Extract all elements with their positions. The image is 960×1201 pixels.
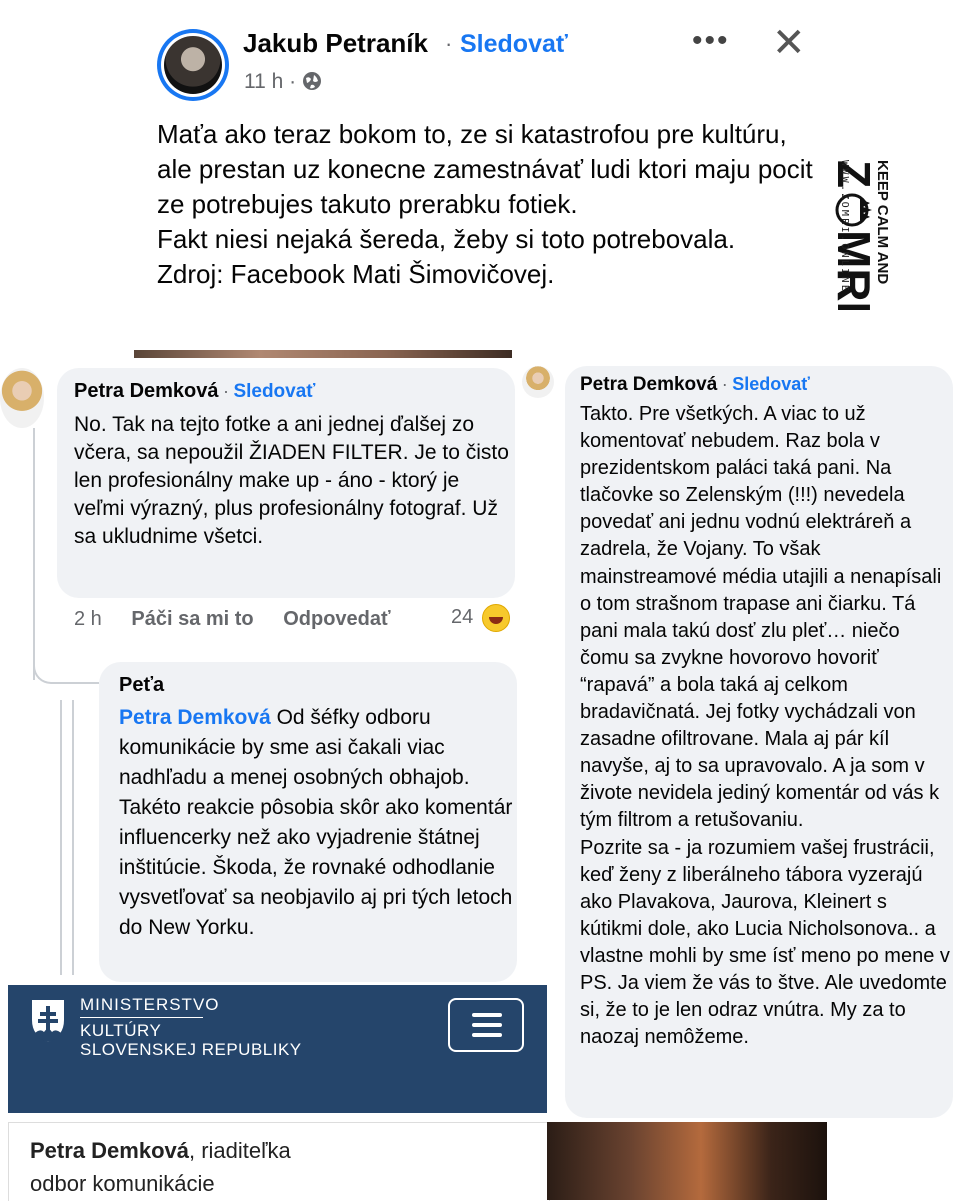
like-button[interactable]: Páči sa mi to: [131, 608, 254, 630]
thread-line: [72, 700, 74, 975]
reply-button[interactable]: Odpovedať: [283, 608, 391, 630]
commenter-avatar[interactable]: [0, 368, 44, 428]
comment-header: [74, 380, 315, 403]
ministry-subtitle: SLOVENSKEJ REPUBLIKY: [80, 1040, 302, 1059]
meta-separator: ·: [289, 70, 297, 93]
separator-dot: ·: [721, 374, 728, 394]
follow-button[interactable]: Sledovať: [732, 374, 810, 394]
thread-line: [33, 428, 35, 680]
post-body: [157, 117, 817, 292]
globe-icon: [302, 71, 322, 91]
post-line: Fakt niesi nejaká šereda, žeby si toto potrebovala.: [157, 224, 736, 254]
comment-paragraph: Pozrite sa - ja rozumiem vašej frustrácii, keď ženy z liberálneho tábora vyzerajú ako Plavakova, Jaurova, Kleinert s kútikmi dole, ako Lucia Nicholsonova.. a vlastne mohli by sme ísť meno po mene v PS. Ja viem že vás to štve. Ale uvedomte si, že to je len odraz vnútra. My za to naozaj nemôžeme.: [580, 836, 950, 1049]
hamburger-menu-icon[interactable]: [448, 998, 524, 1052]
profile-photo: [547, 1122, 827, 1200]
separator-dot: ·: [222, 381, 229, 401]
post-time[interactable]: 11 h: [244, 70, 284, 93]
reply-author[interactable]: Peťa: [119, 674, 165, 696]
post-line: Maťa ako teraz bokom to, ze si katastrofou pre kultúru, ale prestan uz konecne zamestnávať ludi ktori maju pocit ze potrebujes takuto prerabku fotiek.: [157, 119, 813, 219]
comment-actions: [74, 608, 415, 631]
ministry-title: MINISTERSTVO: [80, 995, 220, 1014]
close-icon[interactable]: ✕: [772, 21, 806, 65]
watermark: [836, 160, 916, 310]
follow-button[interactable]: Sledovať: [233, 381, 316, 402]
coat-of-arms-icon: [30, 998, 66, 1044]
comment-time[interactable]: 2 h: [74, 608, 102, 630]
svg-text:KEEP CALM AND: KEEP CALM AND: [874, 160, 891, 285]
comment-author[interactable]: Petra Demková: [74, 380, 219, 402]
more-icon[interactable]: •••: [692, 24, 730, 57]
reply-body: Od šéfky odboru komunikácie by sme asi čakali viac nadhľadu a menej osobných obhajob. Takéto reakcie pôsobia skôr ako komentár influencerky než ako vyjadrenie štátnej inštitúcie. Škoda, že rovnaké odhodlanie vysvetľovať sa neobjavilo aj pri tých letoch do New Yorku.: [119, 706, 513, 939]
comment-paragraph: Takto. Pre všetkých. A viac to už komentovať nebudem. Raz bola v prezidentskom paláci taká pani. Na tlačovke so Zelenským (!!!) nevedela povedať ani jednu vodnú elektráreň a zadrela, že Vojany. To však mainstreamové média utajili a nenapísali o tom strašnom trapase ani čiarku. Tá pani mala takú dosť zlu pleť… niečo čomu sa zvykne hovorovo hovoriť “rapavá” a bola taká aj celkom bradavičnatá. Jej fotky vychádzali von zasadne ofiltrovane. Mala aj pár kíl navyše, aj to sa upravovalo. A ja som v živote nevidela jediný komentár od vás k tým filtrom a retušovaniu.: [580, 403, 942, 832]
thread-line: [60, 700, 62, 975]
separator-dot: ·: [445, 31, 453, 56]
post-photo-edge: [134, 350, 512, 358]
post-line: Zdroj: Facebook Mati Šimovičovej.: [157, 259, 555, 289]
reply-text: [119, 703, 514, 943]
ministry-subtitle: KULTÚRY: [80, 1021, 162, 1040]
ministry-divider: [80, 1017, 203, 1018]
post-author-name[interactable]: Jakub Petraník: [243, 28, 428, 58]
thread-connector: [33, 660, 99, 684]
svg-text:MRI: MRI: [834, 230, 880, 310]
watermark-url: WWW.ZOMRI.ONLINE: [839, 160, 850, 294]
post-meta: [244, 70, 322, 94]
mention-link[interactable]: Petra Demková: [119, 706, 271, 729]
profile-role: , riaditeľka: [188, 1138, 291, 1163]
comment-text: No. Tak na tejto fotke a ani jednej ďalšej zo včera, sa nepoužil ŽIADEN FILTER. Je to čisto len profesionálny make up - áno - ktorý je veľmi výrazný, plus profesionálny fotograf. Už sa ukludnime všetci.: [74, 413, 509, 548]
follow-button[interactable]: Sledovať: [460, 30, 568, 58]
comment-author[interactable]: Petra Demková: [580, 374, 718, 395]
profile-department: odbor komunikácie: [30, 1171, 215, 1196]
comment-header: [580, 374, 810, 396]
profile-name-line: [30, 1138, 291, 1164]
author-avatar[interactable]: [157, 29, 229, 101]
commenter-avatar[interactable]: [522, 366, 554, 398]
comment-text: [580, 401, 950, 1051]
reaction-count[interactable]: 24: [451, 606, 474, 628]
haha-emoji-icon[interactable]: [482, 604, 510, 632]
profile-name: Petra Demková: [30, 1138, 189, 1163]
